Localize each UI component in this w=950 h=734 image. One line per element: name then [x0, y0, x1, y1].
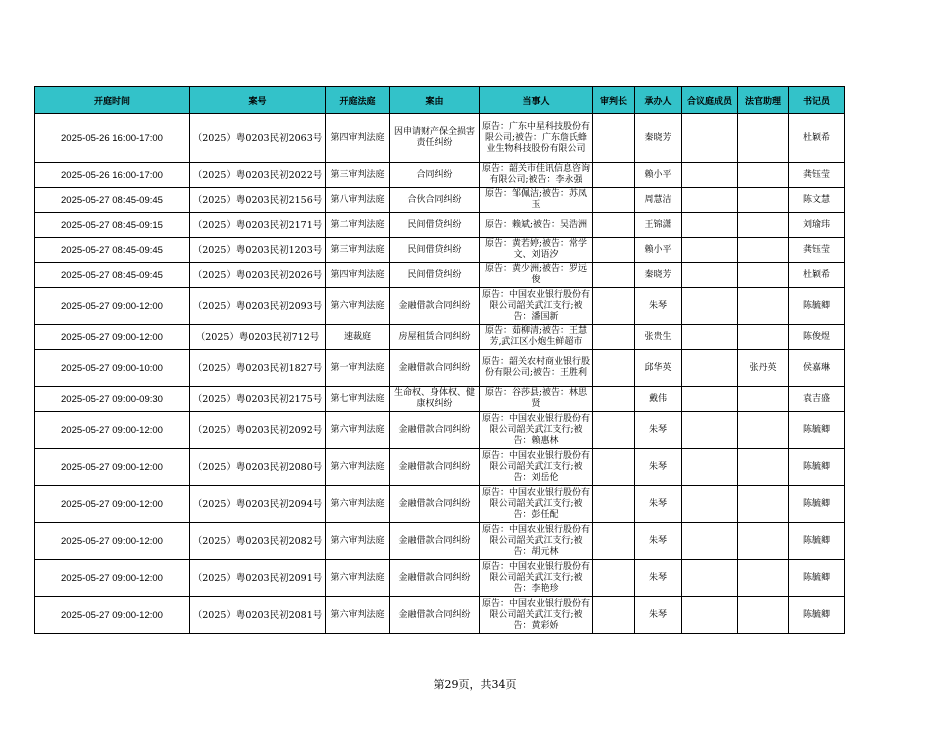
cell-courtroom: 第四审判法庭 — [326, 263, 390, 288]
cell-judge-assistant — [738, 213, 789, 238]
header-parties: 当事人 — [480, 87, 593, 114]
cell-presiding-judge — [593, 350, 635, 387]
cell-parties: 原告：韶关市佳讯信息咨询有限公司;被告：李永强 — [480, 163, 593, 188]
cell-clerk: 龚钰莹 — [789, 163, 845, 188]
cell-clerk: 陈毓卿 — [789, 288, 845, 325]
cell-case-number: （2025）粤0203民初2063号 — [190, 114, 326, 163]
cell-parties: 原告：中国农业银行股份有限公司韶关武江支行;被告：李艳珍 — [480, 560, 593, 597]
cell-hearing-time: 2025-05-27 08:45-09:45 — [35, 238, 190, 263]
cell-case-number: （2025）粤0203民初2082号 — [190, 523, 326, 560]
table-row — [35, 288, 845, 325]
cell-presiding-judge — [593, 238, 635, 263]
cell-case-cause: 因申请财产保全损害责任纠纷 — [390, 114, 480, 163]
cell-parties: 原告：中国农业银行股份有限公司韶关武江支行;被告：彭任配 — [480, 486, 593, 523]
cell-handling-judge: 张贵生 — [635, 325, 682, 350]
cell-clerk: 陈毓卿 — [789, 597, 845, 634]
cell-case-number: （2025）粤0203民初2081号 — [190, 597, 326, 634]
cell-parties: 原告：中国农业银行股份有限公司韶关武江支行;被告：黄彩娇 — [480, 597, 593, 634]
cell-clerk: 龚钰莹 — [789, 238, 845, 263]
cell-presiding-judge — [593, 213, 635, 238]
cell-parties: 原告：中国农业银行股份有限公司韶关武江支行;被告：潘国新 — [480, 288, 593, 325]
table-row — [35, 263, 845, 288]
cell-panel-members — [682, 188, 738, 213]
cell-case-number: （2025）粤0203民初1827号 — [190, 350, 326, 387]
cell-handling-judge: 周慧洁 — [635, 188, 682, 213]
cell-panel-members — [682, 163, 738, 188]
cell-hearing-time: 2025-05-27 09:00-12:00 — [35, 597, 190, 634]
header-clerk: 书记员 — [789, 87, 845, 114]
table-row — [35, 486, 845, 523]
table-row — [35, 449, 845, 486]
cell-courtroom: 第六审判法庭 — [326, 523, 390, 560]
cell-hearing-time: 2025-05-27 09:00-09:30 — [35, 387, 190, 412]
cell-handling-judge: 邱华英 — [635, 350, 682, 387]
header-presiding-judge: 审判长 — [593, 87, 635, 114]
cell-judge-assistant — [738, 238, 789, 263]
cell-parties: 原告：谷莎县;被告：林思贤 — [480, 387, 593, 412]
cell-case-number: （2025）粤0203民初2156号 — [190, 188, 326, 213]
cell-handling-judge: 赖小平 — [635, 163, 682, 188]
cell-case-number: （2025）粤0203民初2092号 — [190, 412, 326, 449]
cell-case-cause: 金融借款合同纠纷 — [390, 486, 480, 523]
cell-hearing-time: 2025-05-27 08:45-09:15 — [35, 213, 190, 238]
table-row — [35, 412, 845, 449]
cell-parties: 原告：黄少洲;被告：罗远俊 — [480, 263, 593, 288]
cell-panel-members — [682, 523, 738, 560]
cell-hearing-time: 2025-05-27 09:00-12:00 — [35, 523, 190, 560]
cell-case-cause: 金融借款合同纠纷 — [390, 350, 480, 387]
cell-presiding-judge — [593, 387, 635, 412]
cell-case-number: （2025）粤0203民初2171号 — [190, 213, 326, 238]
table-row — [35, 114, 845, 163]
cell-handling-judge: 王锦潇 — [635, 213, 682, 238]
header-case-cause: 案由 — [390, 87, 480, 114]
cell-case-number: （2025）粤0203民初2080号 — [190, 449, 326, 486]
cell-parties: 原告：中国农业银行股份有限公司韶关武江支行;被告：赖惠林 — [480, 412, 593, 449]
cell-case-cause: 房屋租赁合同纠纷 — [390, 325, 480, 350]
cell-clerk: 陈毓卿 — [789, 449, 845, 486]
cell-case-number: （2025）粤0203民初2091号 — [190, 560, 326, 597]
table-header-row — [35, 87, 845, 114]
table-row — [35, 188, 845, 213]
cell-courtroom: 第三审判法庭 — [326, 163, 390, 188]
cell-panel-members — [682, 387, 738, 412]
cell-courtroom: 第四审判法庭 — [326, 114, 390, 163]
cell-panel-members — [682, 412, 738, 449]
cell-presiding-judge — [593, 597, 635, 634]
cell-case-cause: 金融借款合同纠纷 — [390, 560, 480, 597]
cell-panel-members — [682, 213, 738, 238]
footer-suffix: 页 — [505, 678, 517, 691]
cell-clerk: 杜颖希 — [789, 263, 845, 288]
table-row — [35, 560, 845, 597]
cell-courtroom: 第六审判法庭 — [326, 597, 390, 634]
cell-judge-assistant — [738, 486, 789, 523]
cell-clerk: 陈俊煜 — [789, 325, 845, 350]
table-row — [35, 597, 845, 634]
cell-parties: 原告：韶关农村商业银行股份有限公司;被告：王胜利 — [480, 350, 593, 387]
cell-panel-members — [682, 486, 738, 523]
cell-handling-judge: 秦晓芳 — [635, 263, 682, 288]
cell-clerk: 陈文慧 — [789, 188, 845, 213]
cell-presiding-judge — [593, 163, 635, 188]
table-row — [35, 213, 845, 238]
header-courtroom: 开庭法庭 — [326, 87, 390, 114]
cell-panel-members — [682, 449, 738, 486]
cell-case-number: （2025）粤0203民初2094号 — [190, 486, 326, 523]
cell-hearing-time: 2025-05-27 09:00-12:00 — [35, 449, 190, 486]
header-handling-judge: 承办人 — [635, 87, 682, 114]
cell-parties: 原告：赖斌;被告：吴浩洲 — [480, 213, 593, 238]
cell-parties: 原告：黄若婷;被告：常学文、刘语汐 — [480, 238, 593, 263]
cell-case-number: （2025）粤0203民初1203号 — [190, 238, 326, 263]
cell-presiding-judge — [593, 560, 635, 597]
cell-hearing-time: 2025-05-27 09:00-12:00 — [35, 486, 190, 523]
cell-panel-members — [682, 263, 738, 288]
cell-handling-judge: 朱琴 — [635, 412, 682, 449]
cell-case-cause: 金融借款合同纠纷 — [390, 412, 480, 449]
cell-courtroom: 第六审判法庭 — [326, 412, 390, 449]
cell-hearing-time: 2025-05-27 08:45-09:45 — [35, 263, 190, 288]
cell-presiding-judge — [593, 188, 635, 213]
table-row — [35, 350, 845, 387]
cell-judge-assistant — [738, 114, 789, 163]
cell-hearing-time: 2025-05-27 09:00-12:00 — [35, 325, 190, 350]
cell-hearing-time: 2025-05-26 16:00-17:00 — [35, 114, 190, 163]
header-case-number: 案号 — [190, 87, 326, 114]
footer-total-pages: 34 — [491, 678, 506, 691]
cell-case-cause: 金融借款合同纠纷 — [390, 523, 480, 560]
cell-case-cause: 合伙合同纠纷 — [390, 188, 480, 213]
cell-courtroom: 第六审判法庭 — [326, 449, 390, 486]
cell-case-number: （2025）粤0203民初2175号 — [190, 387, 326, 412]
cell-case-cause: 民间借贷纠纷 — [390, 213, 480, 238]
cell-clerk: 陈毓卿 — [789, 412, 845, 449]
cell-judge-assistant — [738, 263, 789, 288]
cell-case-cause: 金融借款合同纠纷 — [390, 288, 480, 325]
cell-clerk: 杜颖希 — [789, 114, 845, 163]
footer-page-number: 29 — [444, 678, 459, 691]
cell-parties: 原告：广东中星科技股份有限公司;被告：广东詹氏蜂业生物科技股份有限公司 — [480, 114, 593, 163]
cell-handling-judge: 朱琴 — [635, 449, 682, 486]
cell-judge-assistant — [738, 449, 789, 486]
cell-handling-judge: 赖小平 — [635, 238, 682, 263]
cell-courtroom: 第八审判法庭 — [326, 188, 390, 213]
footer-middle: 页，共 — [458, 678, 492, 691]
cell-panel-members — [682, 238, 738, 263]
cell-presiding-judge — [593, 412, 635, 449]
cell-clerk: 袁吉盛 — [789, 387, 845, 412]
page-footer — [0, 676, 950, 692]
cell-courtroom: 第三审判法庭 — [326, 238, 390, 263]
cell-handling-judge: 秦晓芳 — [635, 114, 682, 163]
cell-panel-members — [682, 288, 738, 325]
cell-courtroom: 第六审判法庭 — [326, 486, 390, 523]
cell-judge-assistant — [738, 560, 789, 597]
cell-clerk: 刘瑜玮 — [789, 213, 845, 238]
cell-case-number: （2025）粤0203民初2022号 — [190, 163, 326, 188]
header-judge-assistant: 法官助理 — [738, 87, 789, 114]
cell-courtroom: 第七审判法庭 — [326, 387, 390, 412]
cell-parties: 原告：茹柳清;被告：王慧芳,武江区小炮生鲜超市 — [480, 325, 593, 350]
cell-handling-judge: 朱琴 — [635, 523, 682, 560]
cell-panel-members — [682, 560, 738, 597]
table-row — [35, 523, 845, 560]
cell-courtroom: 第二审判法庭 — [326, 213, 390, 238]
cell-presiding-judge — [593, 523, 635, 560]
cell-handling-judge: 朱琴 — [635, 288, 682, 325]
cell-clerk: 陈毓卿 — [789, 560, 845, 597]
cell-clerk: 陈毓卿 — [789, 486, 845, 523]
cell-presiding-judge — [593, 288, 635, 325]
cell-courtroom: 第六审判法庭 — [326, 288, 390, 325]
cell-panel-members — [682, 597, 738, 634]
cell-judge-assistant — [738, 412, 789, 449]
cell-hearing-time: 2025-05-27 08:45-09:45 — [35, 188, 190, 213]
cell-handling-judge: 朱琴 — [635, 597, 682, 634]
table-row — [35, 325, 845, 350]
cell-case-cause: 民间借贷纠纷 — [390, 238, 480, 263]
cell-case-cause: 生命权、身体权、健康权纠纷 — [390, 387, 480, 412]
cell-parties: 原告：中国农业银行股份有限公司韶关武江支行;被告：胡元林 — [480, 523, 593, 560]
cell-presiding-judge — [593, 325, 635, 350]
cell-clerk: 陈毓卿 — [789, 523, 845, 560]
cell-courtroom: 第六审判法庭 — [326, 560, 390, 597]
cell-hearing-time: 2025-05-27 09:00-12:00 — [35, 412, 190, 449]
footer-prefix: 第 — [433, 678, 445, 691]
cell-judge-assistant — [738, 288, 789, 325]
cell-presiding-judge — [593, 486, 635, 523]
cell-handling-judge: 戴伟 — [635, 387, 682, 412]
cell-presiding-judge — [593, 449, 635, 486]
table-row — [35, 163, 845, 188]
cell-hearing-time: 2025-05-27 09:00-12:00 — [35, 288, 190, 325]
cell-clerk: 侯嘉琳 — [789, 350, 845, 387]
cell-judge-assistant — [738, 188, 789, 213]
cell-judge-assistant: 张丹英 — [738, 350, 789, 387]
cell-judge-assistant — [738, 387, 789, 412]
cell-panel-members — [682, 325, 738, 350]
table-row — [35, 238, 845, 263]
cell-presiding-judge — [593, 114, 635, 163]
cell-hearing-time: 2025-05-27 09:00-12:00 — [35, 560, 190, 597]
cell-courtroom: 速裁庭 — [326, 325, 390, 350]
cell-case-cause: 合同纠纷 — [390, 163, 480, 188]
header-hearing-time: 开庭时间 — [35, 87, 190, 114]
cell-panel-members — [682, 350, 738, 387]
cell-case-number: （2025）粤0203民初2093号 — [190, 288, 326, 325]
cell-case-cause: 金融借款合同纠纷 — [390, 597, 480, 634]
hearing-schedule-table — [34, 86, 845, 634]
cell-judge-assistant — [738, 163, 789, 188]
cell-case-number: （2025）粤0203民初712号 — [190, 325, 326, 350]
cell-handling-judge: 朱琴 — [635, 486, 682, 523]
cell-judge-assistant — [738, 597, 789, 634]
cell-courtroom: 第一审判法庭 — [326, 350, 390, 387]
cell-hearing-time: 2025-05-26 16:00-17:00 — [35, 163, 190, 188]
cell-panel-members — [682, 114, 738, 163]
cell-hearing-time: 2025-05-27 09:00-10:00 — [35, 350, 190, 387]
header-panel-members: 合议庭成员 — [682, 87, 738, 114]
cell-case-cause: 金融借款合同纠纷 — [390, 449, 480, 486]
table-row — [35, 387, 845, 412]
cell-judge-assistant — [738, 523, 789, 560]
cell-parties: 原告：中国农业银行股份有限公司韶关武江支行;被告：刘岳伦 — [480, 449, 593, 486]
cell-judge-assistant — [738, 325, 789, 350]
cell-handling-judge: 朱琴 — [635, 560, 682, 597]
cell-case-number: （2025）粤0203民初2026号 — [190, 263, 326, 288]
table-body — [35, 114, 845, 634]
cell-parties: 原告：邹佩洁;被告：苏凤玉 — [480, 188, 593, 213]
cell-presiding-judge — [593, 263, 635, 288]
cell-case-cause: 民间借贷纠纷 — [390, 263, 480, 288]
